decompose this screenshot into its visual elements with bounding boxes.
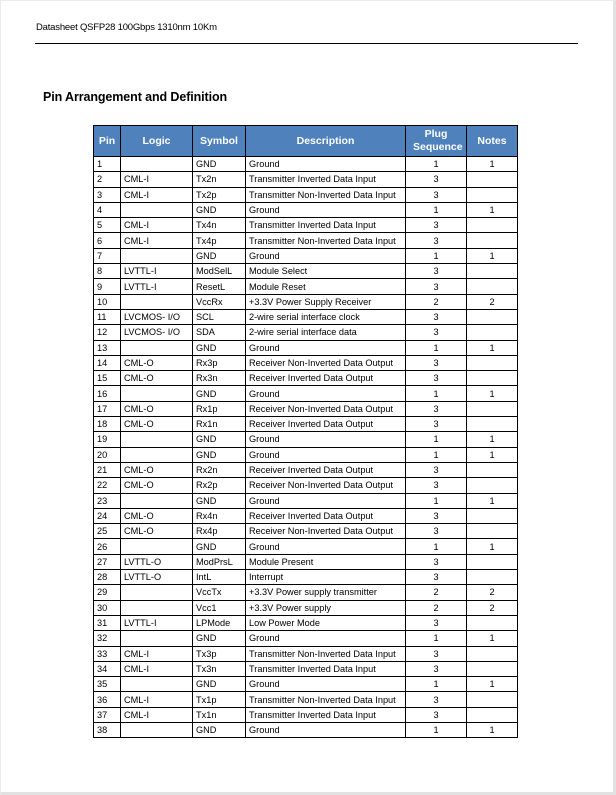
description-cell: Receiver Non-Inverted Data Output (246, 401, 406, 416)
plug-sequence-cell: 3 (406, 355, 467, 370)
logic-cell: CML-I (121, 218, 193, 233)
table-row (94, 294, 518, 309)
description-cell: Transmitter Non-Inverted Data Input (246, 187, 406, 202)
plug-sequence-cell: 3 (406, 508, 467, 523)
notes-cell (467, 508, 518, 523)
description-cell: Receiver Non-Inverted Data Output (246, 355, 406, 370)
logic-cell: CML-I (121, 172, 193, 187)
symbol-cell: LPMode (193, 615, 246, 630)
plug-sequence-cell: 3 (406, 646, 467, 661)
table-header (94, 126, 518, 157)
description-cell: Receiver Inverted Data Output (246, 417, 406, 432)
logic-cell: CML-O (121, 417, 193, 432)
symbol-cell: Rx1p (193, 401, 246, 416)
symbol-cell: Vcc1 (193, 600, 246, 615)
notes-cell: 1 (467, 493, 518, 508)
symbol-cell: GND (193, 539, 246, 554)
symbol-cell: GND (193, 631, 246, 646)
pin-cell: 2 (94, 172, 121, 187)
plug-sequence-cell: 1 (406, 340, 467, 355)
logic-cell: LVCMOS- I/O (121, 309, 193, 324)
logic-cell (121, 386, 193, 401)
symbol-cell: Tx2n (193, 172, 246, 187)
plug-sequence-cell: 1 (406, 493, 467, 508)
notes-cell (467, 172, 518, 187)
symbol-cell: GND (193, 248, 246, 263)
notes-cell: 2 (467, 294, 518, 309)
pin-cell: 32 (94, 631, 121, 646)
plug-sequence-cell: 1 (406, 157, 467, 172)
plug-sequence-cell: 3 (406, 661, 467, 676)
plug-sequence-cell: 1 (406, 631, 467, 646)
table-body (94, 157, 518, 738)
notes-cell (467, 187, 518, 202)
table-row (94, 447, 518, 462)
pin-cell: 10 (94, 294, 121, 309)
symbol-cell: GND (193, 386, 246, 401)
notes-cell (467, 309, 518, 324)
description-cell: Ground (246, 432, 406, 447)
table-row (94, 202, 518, 217)
pin-cell: 21 (94, 462, 121, 477)
description-cell: Ground (246, 677, 406, 692)
logic-cell (121, 202, 193, 217)
plug-sequence-cell: 3 (406, 417, 467, 432)
pin-cell: 34 (94, 661, 121, 676)
plug-sequence-cell: 1 (406, 386, 467, 401)
logic-cell: CML-I (121, 187, 193, 202)
logic-cell: CML-O (121, 508, 193, 523)
table-row (94, 508, 518, 523)
symbol-cell: SDA (193, 325, 246, 340)
symbol-cell: Tx3p (193, 646, 246, 661)
logic-cell (121, 294, 193, 309)
table-row (94, 371, 518, 386)
notes-cell (467, 707, 518, 722)
symbol-cell: Rx4n (193, 508, 246, 523)
pin-cell: 37 (94, 707, 121, 722)
symbol-cell: Tx4n (193, 218, 246, 233)
table-row (94, 478, 518, 493)
pin-cell: 24 (94, 508, 121, 523)
pin-cell: 13 (94, 340, 121, 355)
pin-definition-table (93, 125, 518, 738)
logic-cell (121, 340, 193, 355)
logic-cell: CML-O (121, 401, 193, 416)
pin-cell: 36 (94, 692, 121, 707)
column-header-symbol: Symbol (193, 126, 246, 157)
plug-sequence-cell: 3 (406, 187, 467, 202)
pin-cell: 9 (94, 279, 121, 294)
notes-cell: 1 (467, 386, 518, 401)
symbol-cell: IntL (193, 570, 246, 585)
plug-sequence-cell: 1 (406, 447, 467, 462)
pin-cell: 3 (94, 187, 121, 202)
notes-cell: 1 (467, 432, 518, 447)
description-cell: Transmitter Non-Inverted Data Input (246, 233, 406, 248)
symbol-cell: Rx1n (193, 417, 246, 432)
description-cell: Transmitter Inverted Data Input (246, 661, 406, 676)
pin-cell: 18 (94, 417, 121, 432)
table-row (94, 631, 518, 646)
table-row (94, 401, 518, 416)
notes-cell: 1 (467, 447, 518, 462)
pin-cell: 12 (94, 325, 121, 340)
symbol-cell: SCL (193, 309, 246, 324)
symbol-cell: GND (193, 493, 246, 508)
table-row (94, 585, 518, 600)
description-cell: +3.3V Power Supply Receiver (246, 294, 406, 309)
table-row (94, 157, 518, 172)
description-cell: Module Select (246, 264, 406, 279)
logic-cell: CML-O (121, 355, 193, 370)
notes-cell (467, 570, 518, 585)
plug-sequence-cell: 1 (406, 539, 467, 554)
column-header-notes: Notes (467, 126, 518, 157)
description-cell: Transmitter Non-Inverted Data Input (246, 646, 406, 661)
table-row (94, 218, 518, 233)
notes-cell (467, 554, 518, 569)
symbol-cell: Rx2p (193, 478, 246, 493)
description-cell: Ground (246, 493, 406, 508)
table-row (94, 722, 518, 737)
symbol-cell: GND (193, 722, 246, 737)
logic-cell (121, 539, 193, 554)
table-row (94, 187, 518, 202)
symbol-cell: Tx1p (193, 692, 246, 707)
description-cell: Module Reset (246, 279, 406, 294)
pin-cell: 25 (94, 524, 121, 539)
notes-cell: 1 (467, 157, 518, 172)
notes-cell (467, 401, 518, 416)
plug-sequence-cell: 3 (406, 462, 467, 477)
description-cell: Receiver Non-Inverted Data Output (246, 524, 406, 539)
notes-cell (467, 264, 518, 279)
plug-sequence-cell: 3 (406, 325, 467, 340)
notes-cell: 2 (467, 600, 518, 615)
table-row (94, 386, 518, 401)
logic-cell: LVTTL-O (121, 554, 193, 569)
document-header: Datasheet QSFP28 100Gbps 1310nm 10Km (36, 22, 217, 33)
pin-cell: 5 (94, 218, 121, 233)
description-cell: Transmitter Non-Inverted Data Input (246, 692, 406, 707)
notes-cell (467, 233, 518, 248)
column-header-plug-sequence (406, 126, 467, 157)
table-row (94, 539, 518, 554)
pin-cell: 20 (94, 447, 121, 462)
notes-cell: 2 (467, 585, 518, 600)
table-row (94, 493, 518, 508)
plug-sequence-cell: 3 (406, 707, 467, 722)
notes-cell (467, 218, 518, 233)
symbol-cell: GND (193, 447, 246, 462)
logic-cell: CML-I (121, 692, 193, 707)
table-row (94, 677, 518, 692)
pin-cell: 15 (94, 371, 121, 386)
logic-cell (121, 447, 193, 462)
table-row (94, 615, 518, 630)
symbol-cell: ModPrsL (193, 554, 246, 569)
table-row (94, 172, 518, 187)
symbol-cell: Tx4p (193, 233, 246, 248)
logic-cell: CML-O (121, 371, 193, 386)
description-cell: Transmitter Inverted Data Input (246, 172, 406, 187)
notes-cell (467, 279, 518, 294)
symbol-cell: VccTx (193, 585, 246, 600)
plug-sequence-cell: 3 (406, 218, 467, 233)
description-cell: Ground (246, 631, 406, 646)
symbol-cell: GND (193, 432, 246, 447)
table-row (94, 309, 518, 324)
section-title: Pin Arrangement and Definition (43, 90, 228, 104)
logic-cell: CML-I (121, 707, 193, 722)
pin-cell: 22 (94, 478, 121, 493)
logic-cell: CML-I (121, 646, 193, 661)
logic-cell (121, 631, 193, 646)
description-cell: Transmitter Inverted Data Input (246, 707, 406, 722)
logic-cell (121, 677, 193, 692)
pin-cell: 14 (94, 355, 121, 370)
column-header-description: Description (246, 126, 406, 157)
symbol-cell: GND (193, 202, 246, 217)
pin-cell: 16 (94, 386, 121, 401)
plug-sequence-cell: 1 (406, 202, 467, 217)
description-cell: Ground (246, 202, 406, 217)
plug-sequence-cell: 1 (406, 432, 467, 447)
description-cell: +3.3V Power supply (246, 600, 406, 615)
table-row (94, 661, 518, 676)
header-divider (35, 43, 578, 44)
pin-cell: 23 (94, 493, 121, 508)
plug-sequence-cell: 1 (406, 248, 467, 263)
pin-cell: 7 (94, 248, 121, 263)
table-row (94, 692, 518, 707)
plug-sequence-cell: 2 (406, 600, 467, 615)
pin-cell: 4 (94, 202, 121, 217)
logic-cell (121, 600, 193, 615)
notes-cell (467, 325, 518, 340)
logic-cell: CML-I (121, 233, 193, 248)
table-row (94, 524, 518, 539)
column-header-plug-sequence-label: Plug Sequence (413, 128, 463, 153)
symbol-cell: GND (193, 157, 246, 172)
table-row (94, 233, 518, 248)
symbol-cell: Rx2n (193, 462, 246, 477)
logic-cell: CML-O (121, 524, 193, 539)
logic-cell (121, 157, 193, 172)
plug-sequence-cell: 3 (406, 401, 467, 416)
description-cell: Receiver Non-Inverted Data Output (246, 478, 406, 493)
pin-cell: 35 (94, 677, 121, 692)
pin-cell: 31 (94, 615, 121, 630)
table-row (94, 462, 518, 477)
symbol-cell: Tx3n (193, 661, 246, 676)
pin-cell: 38 (94, 722, 121, 737)
notes-cell: 1 (467, 722, 518, 737)
plug-sequence-cell: 3 (406, 279, 467, 294)
pin-cell: 8 (94, 264, 121, 279)
description-cell: Interrupt (246, 570, 406, 585)
notes-cell: 1 (467, 202, 518, 217)
pin-cell: 29 (94, 585, 121, 600)
table-row (94, 707, 518, 722)
plug-sequence-cell: 3 (406, 615, 467, 630)
logic-cell: CML-I (121, 661, 193, 676)
description-cell: 2-wire serial interface clock (246, 309, 406, 324)
plug-sequence-cell: 3 (406, 264, 467, 279)
table-row (94, 432, 518, 447)
logic-cell: CML-O (121, 478, 193, 493)
description-cell: Ground (246, 248, 406, 263)
notes-cell (467, 615, 518, 630)
pin-cell: 27 (94, 554, 121, 569)
pin-cell: 11 (94, 309, 121, 324)
logic-cell (121, 248, 193, 263)
plug-sequence-cell: 3 (406, 570, 467, 585)
pin-cell: 26 (94, 539, 121, 554)
description-cell: Transmitter Inverted Data Input (246, 218, 406, 233)
symbol-cell: GND (193, 677, 246, 692)
notes-cell: 1 (467, 631, 518, 646)
notes-cell: 1 (467, 539, 518, 554)
description-cell: Receiver Inverted Data Output (246, 508, 406, 523)
notes-cell (467, 417, 518, 432)
description-cell: Ground (246, 386, 406, 401)
plug-sequence-cell: 3 (406, 371, 467, 386)
notes-cell (467, 478, 518, 493)
plug-sequence-cell: 3 (406, 478, 467, 493)
logic-cell: LVTTL-I (121, 264, 193, 279)
description-cell: Ground (246, 340, 406, 355)
description-cell: Module Present (246, 554, 406, 569)
logic-cell: LVCMOS- I/O (121, 325, 193, 340)
symbol-cell: Rx3n (193, 371, 246, 386)
plug-sequence-cell: 3 (406, 524, 467, 539)
symbol-cell: VccRx (193, 294, 246, 309)
notes-cell (467, 661, 518, 676)
table-row (94, 279, 518, 294)
description-cell: Ground (246, 539, 406, 554)
pin-cell: 1 (94, 157, 121, 172)
symbol-cell: Rx3p (193, 355, 246, 370)
plug-sequence-cell: 3 (406, 309, 467, 324)
pin-cell: 33 (94, 646, 121, 661)
column-header-pin: Pin (94, 126, 121, 157)
logic-cell: LVTTL-I (121, 279, 193, 294)
description-cell: Ground (246, 157, 406, 172)
plug-sequence-cell: 3 (406, 692, 467, 707)
notes-cell (467, 692, 518, 707)
symbol-cell: ResetL (193, 279, 246, 294)
symbol-cell: Tx1n (193, 707, 246, 722)
logic-cell: LVTTL-I (121, 615, 193, 630)
logic-cell (121, 432, 193, 447)
plug-sequence-cell: 1 (406, 722, 467, 737)
pin-cell: 30 (94, 600, 121, 615)
description-cell: +3.3V Power supply transmitter (246, 585, 406, 600)
logic-cell: CML-O (121, 462, 193, 477)
table-row (94, 570, 518, 585)
symbol-cell: Tx2p (193, 187, 246, 202)
description-cell: Ground (246, 722, 406, 737)
notes-cell (467, 462, 518, 477)
table-row (94, 554, 518, 569)
plug-sequence-cell: 3 (406, 172, 467, 187)
notes-cell (467, 646, 518, 661)
plug-sequence-cell: 3 (406, 233, 467, 248)
symbol-cell: ModSelL (193, 264, 246, 279)
description-cell: Receiver Inverted Data Output (246, 371, 406, 386)
column-header-logic: Logic (121, 126, 193, 157)
table-row (94, 264, 518, 279)
description-cell: 2-wire serial interface data (246, 325, 406, 340)
pin-cell: 28 (94, 570, 121, 585)
table-row (94, 646, 518, 661)
logic-cell: LVTTL-O (121, 570, 193, 585)
pin-cell: 19 (94, 432, 121, 447)
description-cell: Receiver Inverted Data Output (246, 462, 406, 477)
notes-cell: 1 (467, 340, 518, 355)
notes-cell: 1 (467, 248, 518, 263)
pin-cell: 17 (94, 401, 121, 416)
description-cell: Low Power Mode (246, 615, 406, 630)
plug-sequence-cell: 2 (406, 294, 467, 309)
symbol-cell: GND (193, 340, 246, 355)
logic-cell (121, 722, 193, 737)
notes-cell (467, 371, 518, 386)
notes-cell: 1 (467, 677, 518, 692)
logic-cell (121, 585, 193, 600)
description-cell: Ground (246, 447, 406, 462)
symbol-cell: Rx4p (193, 524, 246, 539)
pin-cell: 6 (94, 233, 121, 248)
table-row (94, 355, 518, 370)
plug-sequence-cell: 2 (406, 585, 467, 600)
plug-sequence-cell: 1 (406, 677, 467, 692)
table-row (94, 325, 518, 340)
notes-cell (467, 524, 518, 539)
logic-cell (121, 493, 193, 508)
table-row (94, 248, 518, 263)
notes-cell (467, 355, 518, 370)
table-row (94, 600, 518, 615)
plug-sequence-cell: 3 (406, 554, 467, 569)
table-row (94, 417, 518, 432)
table-row (94, 340, 518, 355)
